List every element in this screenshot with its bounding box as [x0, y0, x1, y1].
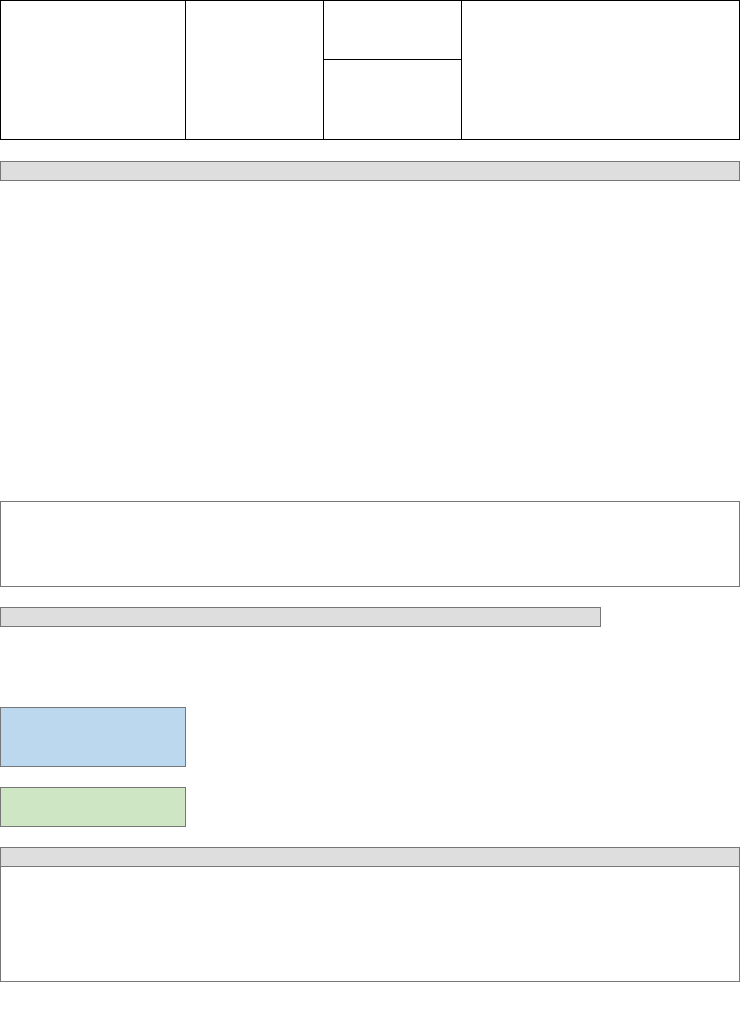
review-box — [0, 867, 740, 982]
rooms-note-box — [0, 501, 740, 587]
rooms-header — [0, 161, 740, 181]
unit-layout — [186, 0, 324, 140]
area-value — [324, 0, 462, 60]
cons-label — [0, 787, 186, 827]
unit-title — [0, 0, 186, 140]
pros-label — [0, 707, 186, 767]
area-label — [324, 60, 462, 140]
analysis-header — [0, 607, 601, 627]
review-header — [0, 847, 740, 867]
